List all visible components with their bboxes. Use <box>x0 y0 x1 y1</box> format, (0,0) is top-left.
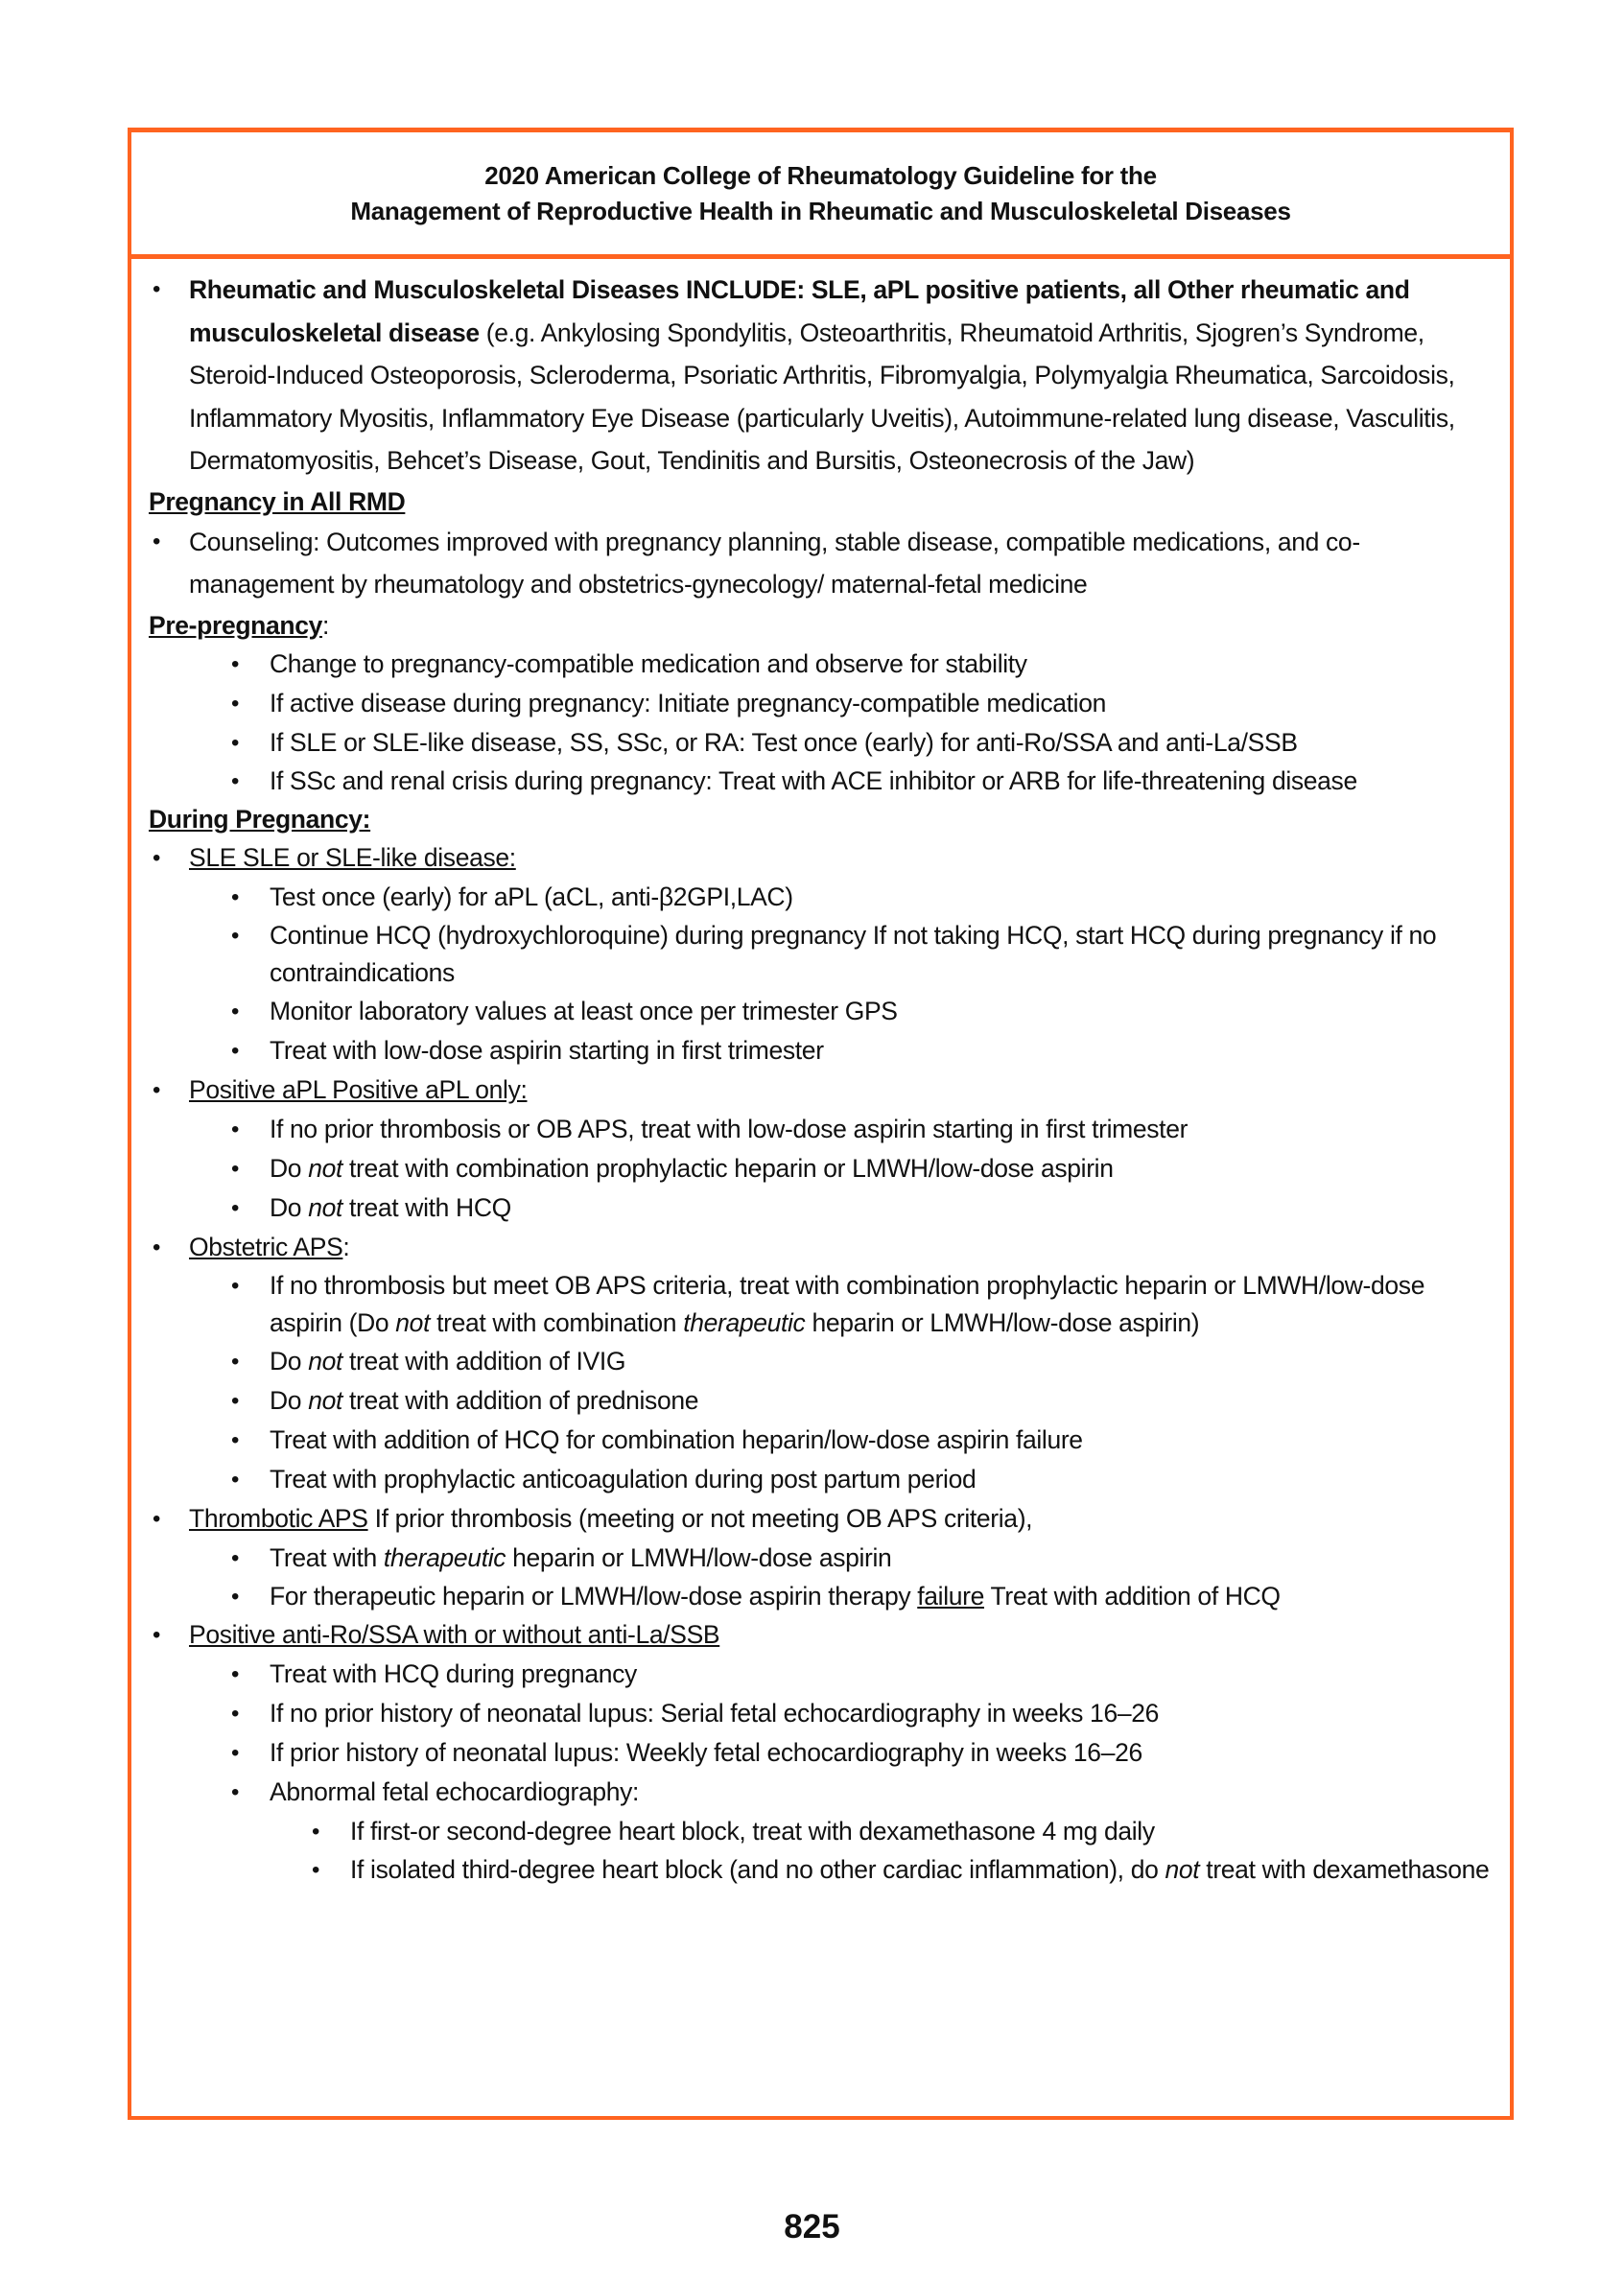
bullet-icon: • <box>153 1621 161 1648</box>
pre-pregnancy-item: • If active disease during pregnancy: Initiate pregnancy-compatible medication <box>149 684 1493 723</box>
bullet-icon: • <box>231 1037 240 1064</box>
bullet-icon: • <box>312 1818 320 1845</box>
sle-item: • Test once (early) for aPL (aCL, anti-β2GPI,LAC) <box>149 878 1493 917</box>
bullet-icon: • <box>153 528 161 554</box>
title-line-1: 2020 American College of Rheumatology Guideline for the <box>484 160 1157 190</box>
intro-disease-list: (e.g. Ankylosing Spondylitis, Osteoarthritis, Rheumatoid Arthritis, Sjogren’s Syndrome, Steroid-Induced Osteoporosis, Scleroderma, Psoriatic Arthritis, Fibromyalgia, Polymyalgia Rheumatica, Sarcoidosis, Inflammatory Myositis, Inflammatory Eye Disease (particularly Uveitis), Autoimmune-related lung disease, Vasculitis, Dermatomyositis, Behcet’s Disease, Gout, Tendinitis and Bursitis, Osteonecrosis of the Jaw) <box>189 317 1455 475</box>
section-heading-during-pregnancy: During Pregnancy: <box>149 804 371 834</box>
section-heading-pre-pregnancy: Pre-pregnancy: <box>149 610 330 640</box>
bullet-icon: • <box>231 1583 240 1610</box>
bullet-icon: • <box>153 1505 161 1532</box>
anti-ro-item: • If no prior history of neonatal lupus: Serial fetal echocardiography in weeks 16–26 <box>149 1694 1493 1733</box>
page-number: 825 <box>784 2208 840 2246</box>
title-line-2: Management of Reproductive Health in Rheumatic and Musculoskeletal Diseases <box>350 196 1291 225</box>
bullet-icon: • <box>231 1466 240 1493</box>
obstetric-aps-item: • Do not treat with addition of IVIG <box>149 1342 1493 1381</box>
counseling-item <box>149 521 1493 606</box>
bullet-icon: • <box>231 1700 240 1727</box>
bullet-icon: • <box>231 767 240 794</box>
bullet-icon: • <box>231 922 240 949</box>
bullet-icon: • <box>153 844 161 871</box>
subsection-label: Positive anti-Ro/SSA with or without anti-La/SSB <box>189 1619 720 1649</box>
bullet-icon: • <box>231 650 240 677</box>
pre-pregnancy-item: • If SLE or SLE-like disease, SS, SSc, or RA: Test once (early) for anti-Ro/SSA and anti-La/SSB <box>149 723 1493 763</box>
intro-item <box>149 269 1493 482</box>
bullet-icon: • <box>231 1660 240 1687</box>
apl-item: • If no prior thrombosis or OB APS, treat with low-dose aspirin starting in first trimester <box>149 1110 1493 1149</box>
bullet-icon: • <box>231 1155 240 1182</box>
obstetric-aps-item: • Treat with prophylactic anticoagulation during post partum period <box>149 1460 1493 1499</box>
subsection-label: Obstetric APS <box>189 1232 343 1261</box>
anti-ro-item: • If prior history of neonatal lupus: Weekly fetal echocardiography in weeks 16–26 <box>149 1733 1493 1773</box>
subsection-label: Positive aPL Positive aPL only: <box>189 1074 528 1104</box>
anti-ro-item: • Abnormal fetal echocardiography: <box>149 1773 1493 1812</box>
pre-pregnancy-item: • If SSc and renal crisis during pregnancy: Treat with ACE inhibitor or ARB for life-threatening disease <box>149 763 1493 800</box>
subsection-anti-ro <box>149 1615 1493 1655</box>
guideline-frame <box>128 128 1514 2120</box>
thrombotic-aps-item: • Treat with therapeutic heparin or LMWH/low-dose aspirin <box>149 1539 1493 1578</box>
subsection-label: Thrombotic APS <box>189 1503 368 1533</box>
bullet-icon: • <box>231 1348 240 1375</box>
subsection-obstetric-aps: • Obstetric APS: <box>149 1228 1493 1267</box>
sle-item: • Continue HCQ (hydroxychloroquine) during pregnancy If not taking HCQ, start HCQ during pregnancy if no contraindications <box>149 917 1493 992</box>
anti-ro-subitem: • If isolated third-degree heart block (and no other cardiac inflammation), do not treat with dexamethasone <box>149 1851 1493 1889</box>
subsection-sle <box>149 838 1493 878</box>
apl-item: • Do not treat with HCQ <box>149 1188 1493 1228</box>
bullet-icon: • <box>231 1194 240 1221</box>
subsection-thrombotic-aps: • Thrombotic APS If prior thrombosis (meeting or not meeting OB APS criteria), <box>149 1499 1493 1539</box>
bullet-icon: • <box>231 883 240 910</box>
bullet-icon: • <box>312 1856 320 1883</box>
obstetric-aps-item: • Do not treat with addition of prednisone <box>149 1381 1493 1421</box>
obstetric-aps-item: • If no thrombosis but meet OB APS criteria, treat with combination prophylactic heparin or LMWH/low-dose aspirin (Do not treat with combination therapeutic heparin or LMWH/low-dose aspirin) <box>149 1267 1493 1342</box>
bullet-icon: • <box>153 276 161 302</box>
pre-pregnancy-item: • Change to pregnancy-compatible medication and observe for stability <box>149 645 1493 684</box>
bullet-icon: • <box>231 1544 240 1571</box>
section-heading-pregnancy-all-rmd: Pregnancy in All RMD <box>149 486 406 516</box>
bullet-icon: • <box>153 1076 161 1103</box>
bullet-icon: • <box>231 1116 240 1142</box>
guideline-content <box>131 259 1510 1889</box>
sle-item: • Monitor laboratory values at least once per trimester GPS <box>149 992 1493 1031</box>
title-box <box>131 132 1510 259</box>
anti-ro-item: • Treat with HCQ during pregnancy <box>149 1655 1493 1694</box>
intro-bold-text: Rheumatic and Musculoskeletal Diseases INCLUDE: SLE, aPL positive patients, all Other rheumatic and musculoskeletal disease <box>189 275 1410 347</box>
bullet-icon: • <box>231 1778 240 1805</box>
anti-ro-subitem: • If first-or second-degree heart block, treat with dexamethasone 4 mg daily <box>149 1812 1493 1851</box>
bullet-icon: • <box>231 1387 240 1414</box>
bullet-icon: • <box>231 998 240 1024</box>
subsection-positive-apl <box>149 1070 1493 1110</box>
bullet-icon: • <box>231 729 240 756</box>
bullet-icon: • <box>231 1739 240 1766</box>
counseling-text: Counseling: Outcomes improved with pregnancy planning, stable disease, compatible medications, and co-management by rheumatology and obstetrics-gynecology/ maternal-fetal medicine <box>189 527 1360 599</box>
bullet-icon: • <box>153 1234 161 1260</box>
sle-item: • Treat with low-dose aspirin starting in first trimester <box>149 1031 1493 1070</box>
bullet-icon: • <box>231 1426 240 1453</box>
bullet-icon: • <box>231 1272 240 1299</box>
obstetric-aps-item: • Treat with addition of HCQ for combination heparin/low-dose aspirin failure <box>149 1421 1493 1460</box>
thrombotic-aps-item: • For therapeutic heparin or LMWH/low-dose aspirin therapy failure Treat with addition of HCQ <box>149 1578 1493 1615</box>
apl-item: • Do not treat with combination prophylactic heparin or LMWH/low-dose aspirin <box>149 1149 1493 1188</box>
bullet-icon: • <box>231 690 240 717</box>
subsection-label: SLE SLE or SLE-like disease: <box>189 842 516 872</box>
